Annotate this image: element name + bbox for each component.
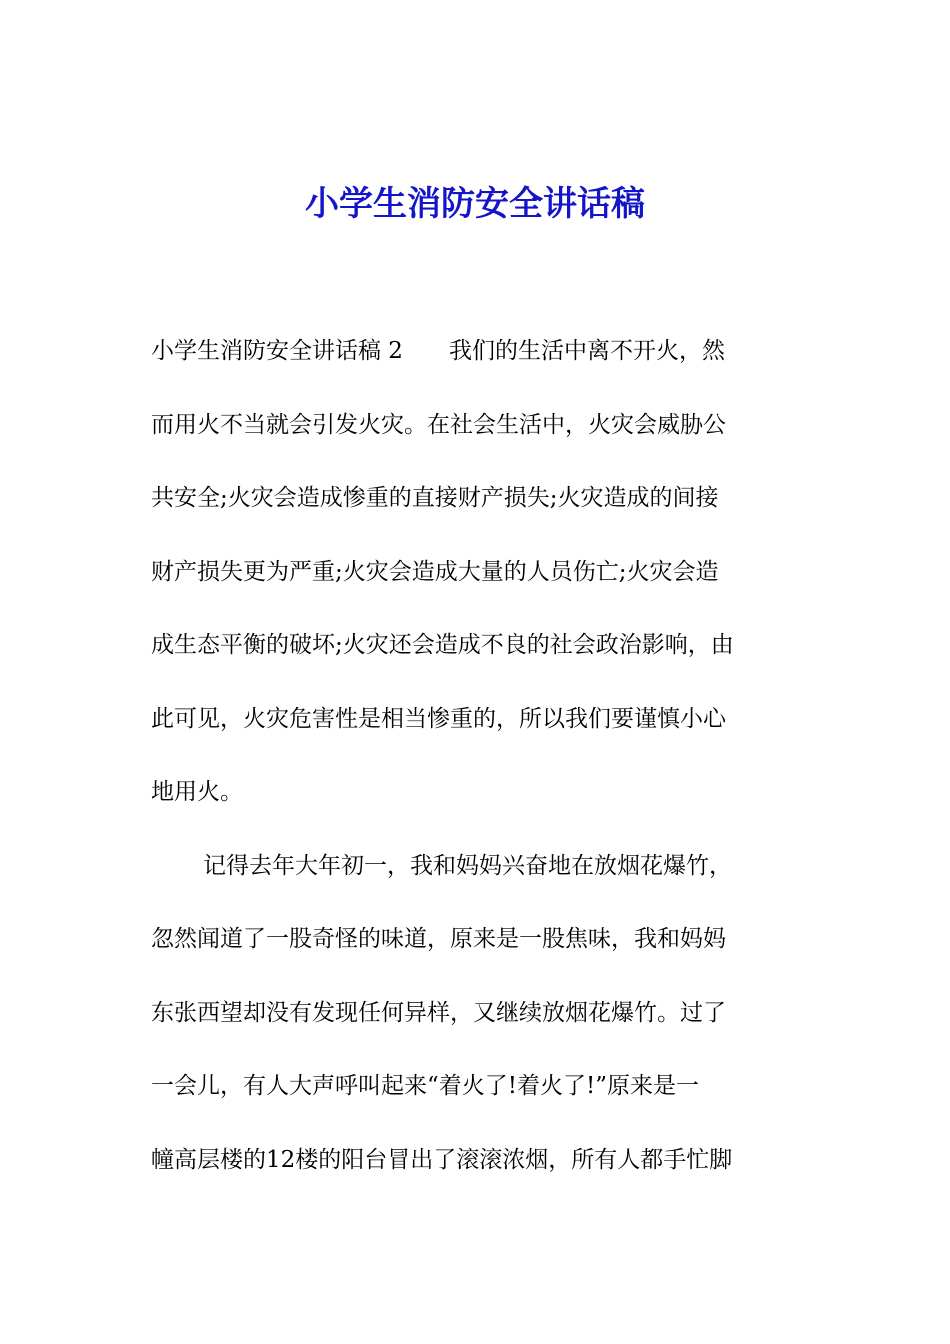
text-line: 而用火不当就会引发火灾。在社会生活中，火灾会威胁公 (151, 411, 726, 438)
text-line-continuation: 我们的生活中离不开火，然 (448, 338, 725, 364)
text-line: 财产损失更为严重;火灾会造成大量的人员伤亡;火灾会造 (151, 558, 719, 585)
document-title: 小学生消防安全讲话稿 (305, 184, 645, 224)
paragraph-2 (151, 830, 801, 1198)
text-line: 成生态平衡的破坏;火灾还会造成不良的社会政治影响，由 (151, 632, 734, 658)
text-line: 幢高层楼的12楼的阳台冒出了滚滚浓烟，所有人都手忙脚 (151, 1146, 733, 1173)
text-line: 此可见，火灾危害性是相当惨重的，所以我们要谨慎小心 (151, 705, 726, 732)
section-heading: 小学生消防安全讲话稿 2 (151, 338, 403, 364)
text-line: 一会儿，有人大声呼叫起来“着火了!着火了!”原来是一 (151, 1073, 700, 1099)
text-line: 忽然闻道了一股奇怪的味道，原来是一股焦味，我和妈妈 (151, 926, 726, 952)
text-line: 共安全;火灾会造成惨重的直接财产损失;火灾造成的间接 (151, 485, 719, 511)
text-line: 地用火。 (151, 779, 243, 805)
text-line: 东张西望却没有发现任何异样，又继续放烟花爆竹。过了 (151, 999, 726, 1026)
text-line (151, 315, 801, 389)
document-body (151, 315, 801, 1197)
paragraph-1 (151, 315, 801, 830)
text-line: 记得去年大年初一，我和妈妈兴奋地在放烟花爆竹， (203, 852, 732, 879)
